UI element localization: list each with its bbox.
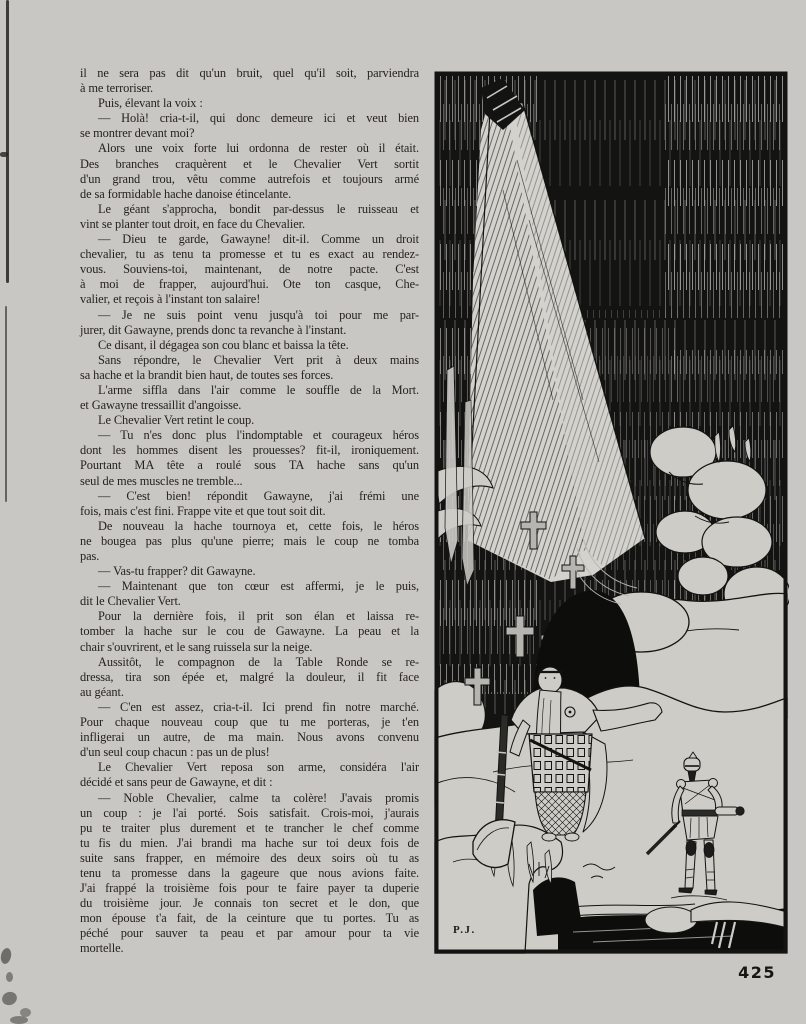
scan-edge-streak — [5, 306, 7, 502]
text-line: il ne sera pas dit qu'un bruit, quel qu'il soit, parviendra — [80, 66, 419, 80]
text-line: mortelle. — [80, 941, 124, 956]
paragraph — [80, 111, 419, 141]
text-line: Des branches craquèrent et le Chevalier Vert sortit — [80, 156, 419, 171]
scan-smudge — [6, 972, 13, 982]
text-line: Puis, élevant la voix : — [98, 96, 203, 111]
text-line: sa hache et la brandit bien haut, de toutes ses forces. — [80, 367, 334, 382]
text-line: à moi de frapper, aujourd'hui. Ote ton casque, Che- — [80, 277, 419, 292]
paragraph — [80, 96, 419, 111]
text-column — [80, 66, 419, 957]
knight-helmet — [684, 758, 700, 771]
text-line: ne bougea pas plus qu'une pierre; mais le coup ne tomba — [80, 533, 419, 548]
text-line: un coup : je l'ai porté. Sois satisfait. Crois-moi, j'aurais — [80, 805, 419, 820]
text-line: jurer, dit Gawayne, prends donc ta revanche à l'instant. — [80, 322, 347, 337]
paragraph — [80, 579, 419, 609]
text-line: dressa, tira son épée et, malgré la douleur, il fit face — [80, 669, 419, 684]
text-line: Aussitôt, le compagnon de la Table Ronde se re- — [98, 654, 419, 669]
paragraph — [80, 564, 419, 579]
paragraph — [80, 700, 419, 760]
text-line: pu te traiter plus durement et te trancher le chef comme — [80, 820, 419, 835]
text-line: seul de mes muscles ne tremble... — [80, 473, 243, 488]
text-line: de sa formidable hache danoise étincelante. — [80, 186, 292, 201]
text-line: Sans répondre, le Chevalier Vert prit à deux mains — [98, 352, 419, 367]
paragraph — [80, 791, 419, 957]
text-line: mon épouse t'a fait, de la ceinture que tu portes. Tu as — [80, 911, 419, 926]
scan-smudge — [0, 947, 13, 965]
text-line: De nouveau la hache tournoya et, cette fois, le héros — [98, 518, 419, 533]
text-line: Alors une voix forte lui ordonna de rester où il était. — [98, 141, 419, 156]
text-line: Le Chevalier Vert reposa son arme, considéra l'air — [98, 760, 419, 775]
text-line: Pour la dernière fois, il prit son élan et laissa re- — [98, 609, 419, 624]
text-line: décidé et sans peur de Gawayne, et dit : — [80, 775, 273, 790]
text-line: chair s'ouvrirent, et le sang ruissela sur la neige. — [80, 639, 313, 654]
text-line: dont les hommes disent les prouesses? fit-il, ironiquement. — [80, 443, 419, 458]
text-line: vint se planter tout droit, en face du Chevalier. — [80, 216, 305, 231]
text-line: Pour chaque nouveau coup que tu me porteras, je t'en — [80, 715, 419, 730]
paragraph — [80, 519, 419, 564]
text-line: du troisième jour. Je connais ton secret et le don, que — [80, 896, 419, 911]
paragraph — [80, 141, 419, 201]
text-line: — Dieu te garde, Gawayne! dit-il. Comme un droit — [98, 232, 419, 247]
paragraph — [80, 609, 419, 654]
text-line: d'un grand trou, vêtu comme autrefois et toujours armé — [80, 171, 419, 186]
text-line: — Holà! cria-t-il, qui donc demeure ici et veut bien — [98, 111, 419, 126]
paragraph — [80, 202, 419, 232]
text-line: Le géant s'approcha, bondit par-dessus le ruisseau et — [98, 201, 419, 216]
text-line: — C'en est assez, cria-t-il. Ici prend fin notre marché. — [98, 699, 419, 714]
paragraph — [80, 760, 419, 790]
paragraph — [80, 353, 419, 383]
scan-edge-streak — [6, 0, 9, 283]
text-line: Pourtant MA tête a roulé sous TA hache sans qu'un — [80, 458, 419, 473]
text-line: à me terroriser. — [80, 81, 154, 96]
text-line: Ce disant, il dégagea son cou blanc et baissa la tête. — [98, 337, 349, 352]
text-line: L'arme siffla dans l'air comme le souffle de la Mort. — [98, 382, 419, 397]
text-line: — Tu n'es donc plus l'indomptable et courageux héros — [98, 428, 419, 443]
text-line: J'ai frappé la troisième fois pour te faire payer ta duperie — [80, 881, 419, 896]
text-line: — Maintenant que ton cœur est affermi, je le puis, — [98, 579, 419, 594]
scan-edge-tick — [0, 152, 8, 157]
scan-smudge — [0, 990, 19, 1007]
text-line: au géant. — [80, 684, 124, 699]
text-line: pas. — [80, 549, 100, 563]
text-line: tomber la hache sur le cou de Gawayne. La peau et la — [80, 624, 419, 639]
text-line: d'un seul coup chacun : pas un de plus! — [80, 745, 270, 760]
artist-signature: P.J. — [453, 924, 476, 936]
text-line: suite sans frapper, en mémoire des deux soirs où tu as — [80, 850, 419, 865]
paragraph — [80, 66, 419, 96]
text-line: — Noble Chevalier, calme ta colère! J'avais promis — [98, 790, 419, 805]
text-line: se montrer devant moi? — [80, 126, 195, 141]
scan-smudge — [10, 1016, 28, 1024]
page-number: 425 — [738, 963, 776, 982]
text-line: tu fis du mien. J'ai brandi ma hache sur toi deux fois de — [80, 835, 419, 850]
paragraph — [80, 655, 419, 700]
text-line: valier, et reçois à l'instant ton salaire! — [80, 292, 261, 307]
illustration-svg — [433, 70, 789, 955]
scabbard-pommel — [736, 807, 744, 815]
illustration-figure — [433, 70, 789, 955]
text-line: fois, mais c'est fini. Frappe vite et que tout soit dit. — [80, 503, 326, 518]
text-line: chevalier, tu as tenu ta promesse et tu es exact au rendez- — [80, 247, 419, 262]
paragraph — [80, 413, 419, 428]
left-knee-cop — [686, 841, 696, 856]
text-line: péché pour sauver ta peau et par amour pour ta vie — [80, 926, 419, 941]
right-knee-cop — [704, 843, 714, 858]
text-line: — C'est bien! répondit Gawayne, j'ai frémi une — [98, 488, 419, 503]
text-line: et Gawayne tressaillit d'angoisse. — [80, 398, 242, 413]
text-line: vous. Souviens-toi, maintenant, de notre pacte. C'est — [80, 262, 419, 277]
text-line: — Je ne suis point venu jusqu'à toi pour me par- — [98, 307, 419, 322]
text-line: infligerai un autre, de ma main. Nous avons convenu — [80, 730, 419, 745]
paragraph — [80, 383, 419, 413]
text-line: — Vas-tu frapper? dit Gawayne. — [98, 564, 256, 579]
knight-tassets — [683, 816, 718, 840]
paragraph — [80, 308, 419, 338]
paragraph — [80, 232, 419, 307]
paragraph — [80, 338, 419, 353]
text-line: dit le Chevalier Vert. — [80, 594, 181, 609]
paragraph — [80, 428, 419, 488]
text-line: tenu ta promesse dans la gageure que nous avions faite. — [80, 865, 419, 880]
knight-belt — [682, 810, 717, 816]
paragraph — [80, 489, 419, 519]
text-line: Le Chevalier Vert retint le coup. — [98, 413, 255, 428]
